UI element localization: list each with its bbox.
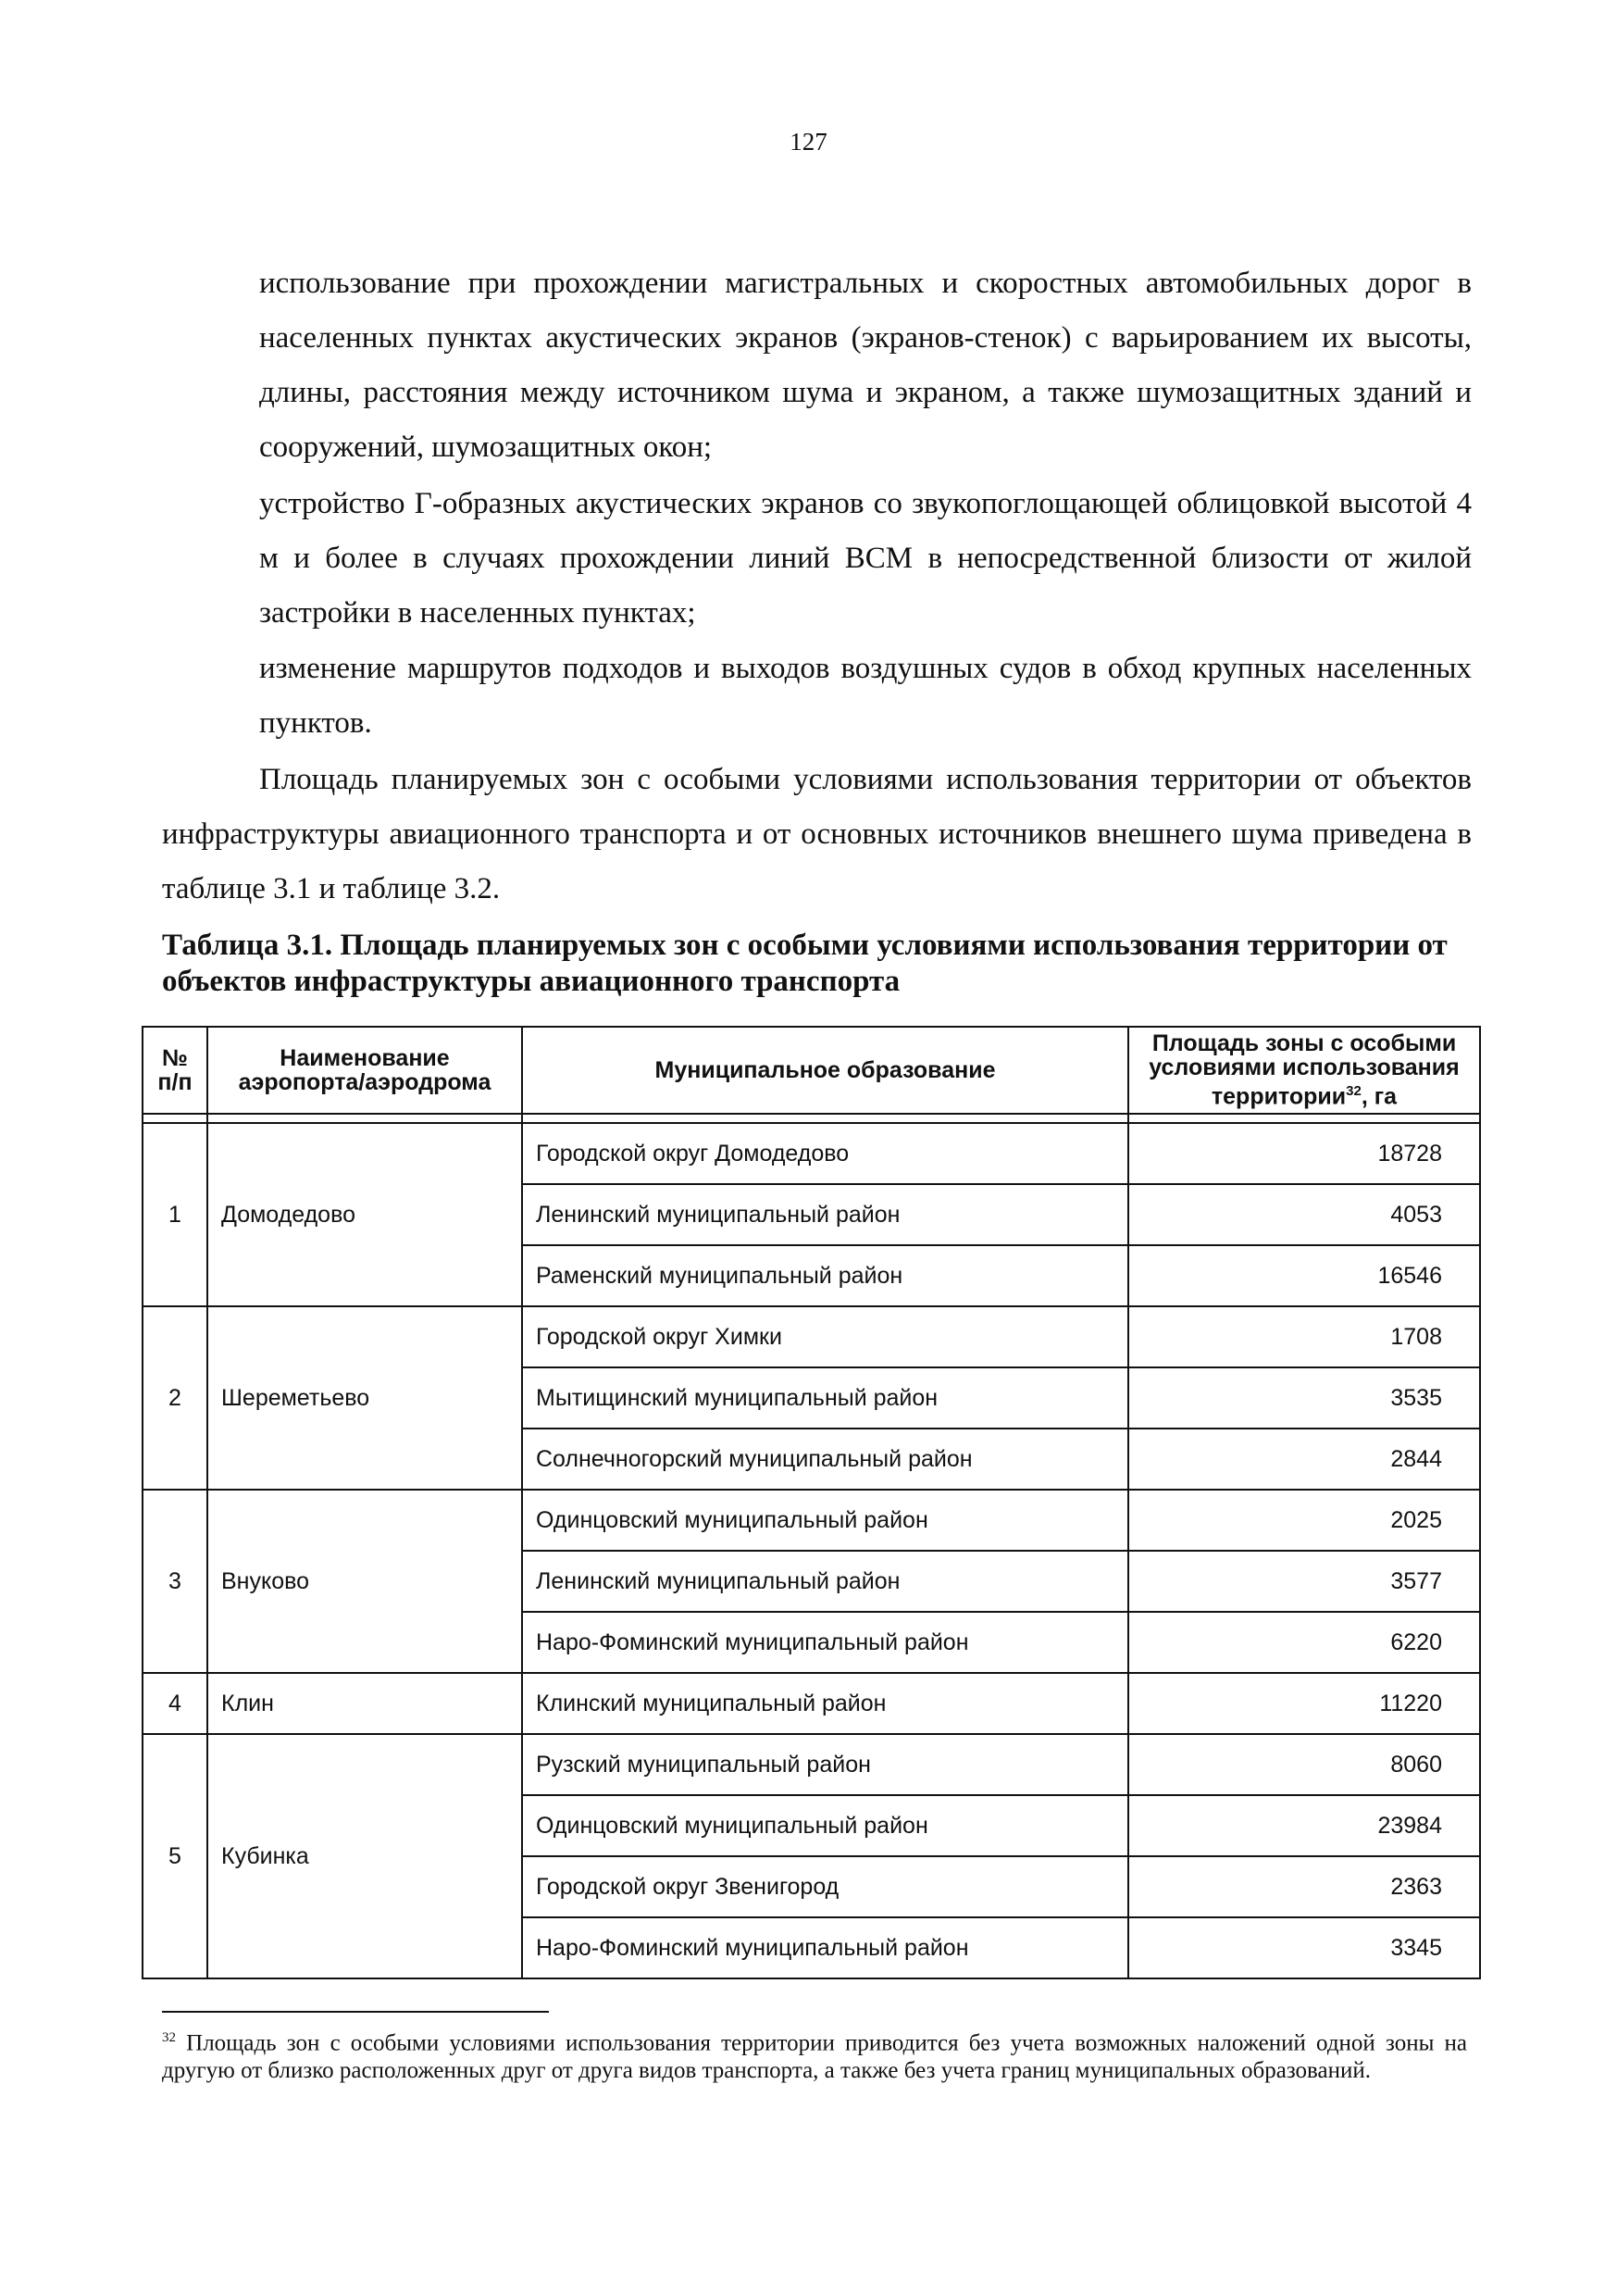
zone-area-value: 3345 <box>1128 1917 1480 1978</box>
table-body <box>143 1123 1480 1978</box>
airport-name: Домодедово <box>207 1123 522 1306</box>
footnote <box>162 2024 1467 2085</box>
airport-name: Клин <box>207 1673 522 1734</box>
table-row <box>143 1734 1480 1795</box>
zone-area-value: 16546 <box>1128 1245 1480 1306</box>
municipality-name: Городской округ Звенигород <box>522 1856 1128 1917</box>
municipality-name: Городской округ Химки <box>522 1306 1128 1367</box>
municipality-name: Одинцовский муниципальный район <box>522 1795 1128 1856</box>
zone-area-value: 1708 <box>1128 1306 1480 1367</box>
paragraph-l-shaped-screens: устройство Г-образных акустических экранов со звукопоглощающей облицовкой высотой 4 м и более в случаях прохождении линий ВСМ в непосредственной близости от жилой застройки в населенных пунктах; <box>259 487 1472 630</box>
municipality-name: Ленинский муниципальный район <box>522 1551 1128 1612</box>
zone-area-value: 4053 <box>1128 1184 1480 1245</box>
municipality-name: Наро-Фоминский муниципальный район <box>522 1917 1128 1978</box>
zone-area-value: 3577 <box>1128 1551 1480 1612</box>
municipality-name: Городской округ Домодедово <box>522 1123 1128 1184</box>
page-number: 127 <box>790 128 827 156</box>
municipality-name: Наро-Фоминский муниципальный район <box>522 1612 1128 1673</box>
header-area-unit: , га <box>1361 1083 1398 1110</box>
header-area-footnote-ref: 32 <box>1346 1083 1362 1100</box>
footnote-divider <box>162 2011 549 2013</box>
municipality-name: Ленинский муниципальный район <box>522 1184 1128 1245</box>
zone-area-value: 6220 <box>1128 1612 1480 1673</box>
row-number: 4 <box>143 1673 207 1734</box>
header-area-label: Площадь зоны с особыми условиями использования территории <box>1149 1030 1460 1110</box>
municipality-name: Солнечногорский муниципальный район <box>522 1429 1128 1490</box>
header-area <box>1128 1027 1480 1114</box>
paragraph-flight-routes: изменение маршрутов подходов и выходов воздушных судов в обход крупных населенных пунктов. <box>259 652 1472 740</box>
zone-area-value: 11220 <box>1128 1673 1480 1734</box>
table-row <box>143 1306 1480 1367</box>
airport-name: Кубинка <box>207 1734 522 1978</box>
zone-area-value: 3535 <box>1128 1367 1480 1429</box>
row-number: 1 <box>143 1123 207 1306</box>
zone-area-value: 18728 <box>1128 1123 1480 1184</box>
row-number: 2 <box>143 1306 207 1490</box>
zone-area-value: 8060 <box>1128 1734 1480 1795</box>
table-header-row <box>143 1027 1480 1114</box>
municipality-name: Одинцовский муниципальный район <box>522 1490 1128 1551</box>
footnote-marker: 32 <box>162 2030 176 2045</box>
footnote-text: Площадь зон с особыми условиями использования территории приводится без учета возможных наложений одной зоны на другую от близко расположенных друг от друга видов транспорта, а также без учета границ муниципальных образований. <box>162 2030 1467 2084</box>
header-airport: Наименование аэропорта/аэродрома <box>207 1027 522 1114</box>
airport-name: Шереметьево <box>207 1306 522 1490</box>
airport-name: Внуково <box>207 1490 522 1673</box>
municipality-name: Клинский муниципальный район <box>522 1673 1128 1734</box>
row-number: 5 <box>143 1734 207 1978</box>
table-row <box>143 1490 1480 1551</box>
zone-area-value: 2844 <box>1128 1429 1480 1490</box>
zone-area-value: 23984 <box>1128 1795 1480 1856</box>
municipality-name: Рузский муниципальный район <box>522 1734 1128 1795</box>
paragraph-acoustic-screens: использование при прохождении магистральных и скоростных автомобильных дорог в населенных пунктах акустических экранов (экранов-стенок) с варьированием их высоты, длины, расстояния между источником шума и экраном, а также шумозащитных зданий и сооружений, шумозащитных окон; <box>259 267 1472 464</box>
municipality-name: Мытищинский муниципальный район <box>522 1367 1128 1429</box>
municipality-name: Раменский муниципальный район <box>522 1245 1128 1306</box>
header-num: № п/п <box>143 1027 207 1114</box>
zones-table <box>142 1026 1481 1979</box>
table-caption: Таблица 3.1. Площадь планируемых зон с особыми условиями использования территории от объектов инфраструктуры авиационного транспорта <box>162 929 1448 998</box>
table-row <box>143 1123 1480 1184</box>
zone-area-value: 2025 <box>1128 1490 1480 1551</box>
paragraph-zone-area-intro: Площадь планируемых зон с особыми условиями использования территории от объектов инфраструктуры авиационного транспорта и от основных источников внешнего шума приведена в таблице 3.1 и таблице 3.2. <box>162 763 1472 905</box>
row-number: 3 <box>143 1490 207 1673</box>
zone-area-value: 2363 <box>1128 1856 1480 1917</box>
header-municipality: Муниципальное образование <box>522 1027 1128 1114</box>
table-row <box>143 1673 1480 1734</box>
